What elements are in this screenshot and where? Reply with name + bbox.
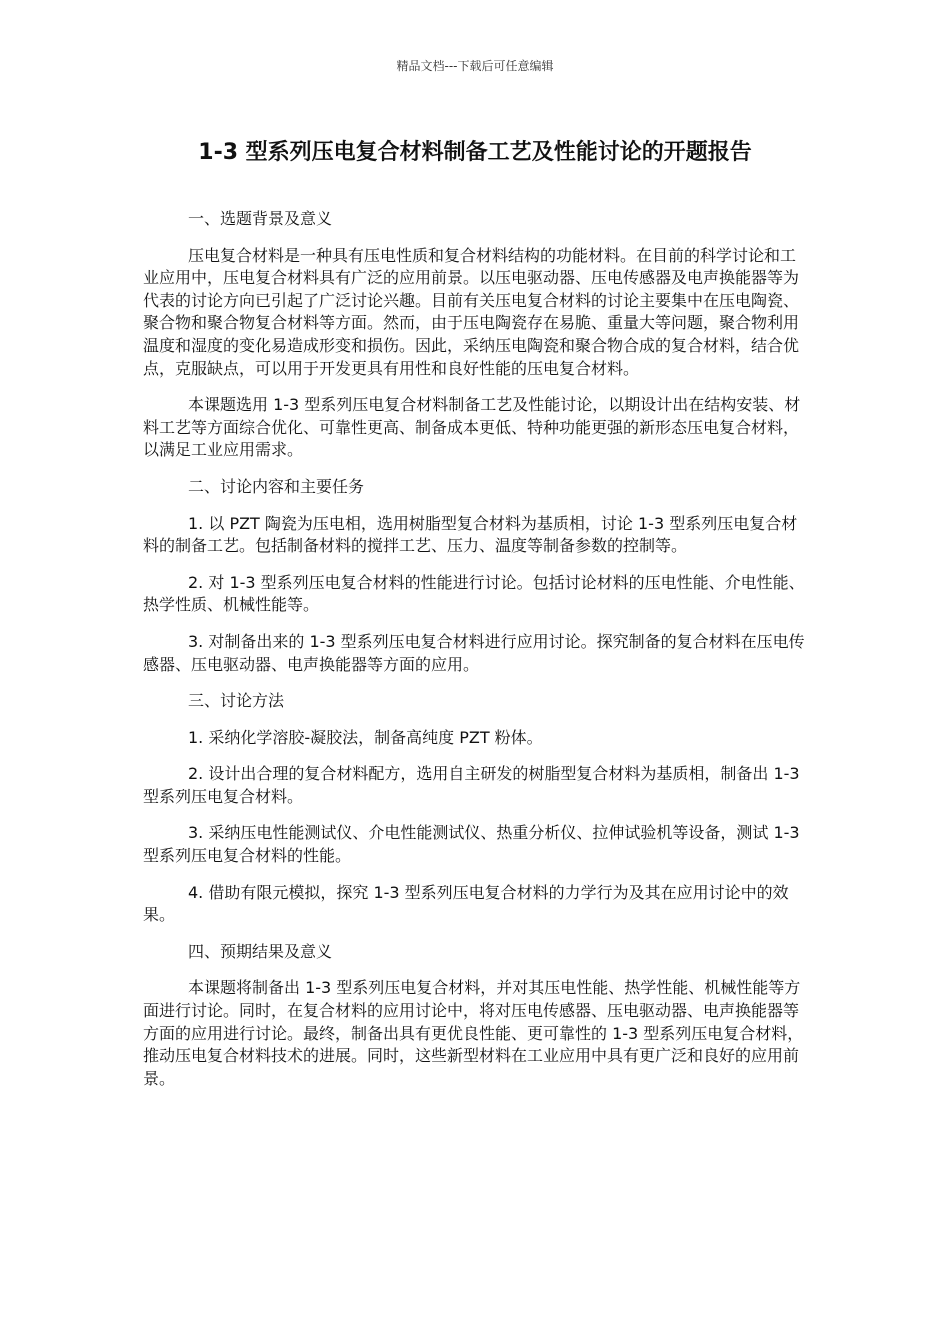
list-item: 3. 采纳压电性能测试仪、介电性能测试仪、热重分析仪、拉伸试验机等设备，测试 1-3 型系列压电复合材料的性能。 bbox=[143, 823, 800, 866]
list-item: 4. 借助有限元模拟，探究 1-3 型系列压电复合材料的力学行为及其在应用讨论中的效果。 bbox=[143, 882, 789, 925]
paragraph: 压电复合材料是一种具有压电性质和复合材料结构的功能材料。在目前的科学讨论和工业应用中，压电复合材料具有广泛的应用前景。以压电驱动器、压电传感器及电声换能器等为代表的讨论方向已引起了广泛讨论兴趣。目前有关压电复合材料的讨论主要集中在压电陶瓷、聚合物和聚合物复合材料等方面。然而，由于压电陶瓷存在易脆、重量大等问题，聚合物利用温度和湿度的变化易造成形变和损伤。因此，采纳压电陶瓷和聚合物合成的复合材料，结合优点，克服缺点，可以用于开发更具有用性和良好性能的压电复合材料。 bbox=[143, 245, 800, 378]
list-item: 1. 采纳化学溶胶-凝胶法，制备高纯度 PZT 粉体。 bbox=[188, 727, 543, 747]
list-item: 1. 以 PZT 陶瓷为压电相，选用树脂型复合材料为基质相，讨论 1-3 型系列压电复合材料的制备工艺。包括制备材料的搅拌工艺、压力、温度等制备参数的控制等。 bbox=[143, 513, 798, 556]
section-heading-background: 一、选题背景及意义 bbox=[188, 209, 333, 228]
document-body bbox=[143, 208, 807, 1104]
header-note: 精品文档---下载后可任意编辑 bbox=[396, 59, 554, 73]
list-item: 2. 设计出合理的复合材料配方，选用自主研发的树脂型复合材料为基质相，制备出 1-3 型系列压电复合材料。 bbox=[143, 764, 800, 806]
list-item: 3. 对制备出来的 1-3 型系列压电复合材料进行应用讨论。探究制备的复合材料在压电传感器、压电驱动器、电声换能器等方面的应用。 bbox=[143, 631, 805, 674]
paragraph: 本课题选用 1-3 型系列压电复合材料制备工艺及性能讨论，以期设计出在结构安装、材料工艺等方面综合优化、可靠性更高、制备成本更低、特种功能更强的新形态压电复合材料，以满足工业应用需求。 bbox=[143, 395, 801, 460]
section-heading-expected-results: 四、预期结果及意义 bbox=[188, 941, 333, 961]
list-item: 2. 对 1-3 型系列压电复合材料的性能进行讨论。包括讨论材料的压电性能、介电性能、热学性质、机械性能等。 bbox=[143, 572, 805, 615]
section-heading-methods: 三、讨论方法 bbox=[188, 691, 285, 711]
document-title: 1-3 型系列压电复合材料制备工艺及性能讨论的开题报告 bbox=[198, 140, 752, 165]
section-heading-content-tasks: 二、讨论内容和主要任务 bbox=[188, 476, 365, 496]
paragraph: 本课题将制备出 1-3 型系列压电复合材料，并对其压电性能、热学性能、机械性能等方面进行讨论。同时，在复合材料的应用讨论中，将对压电传感器、压电驱动器、电声换能器等方面的应用进行讨论。最终，制备出具有更优良性能、更可靠性的 1-3 型系列压电复合材料，推动压电复合材料技术的进展。同时，这些新型材料在工业应用中具有更广泛和良好的应用前景。 bbox=[143, 978, 804, 1088]
